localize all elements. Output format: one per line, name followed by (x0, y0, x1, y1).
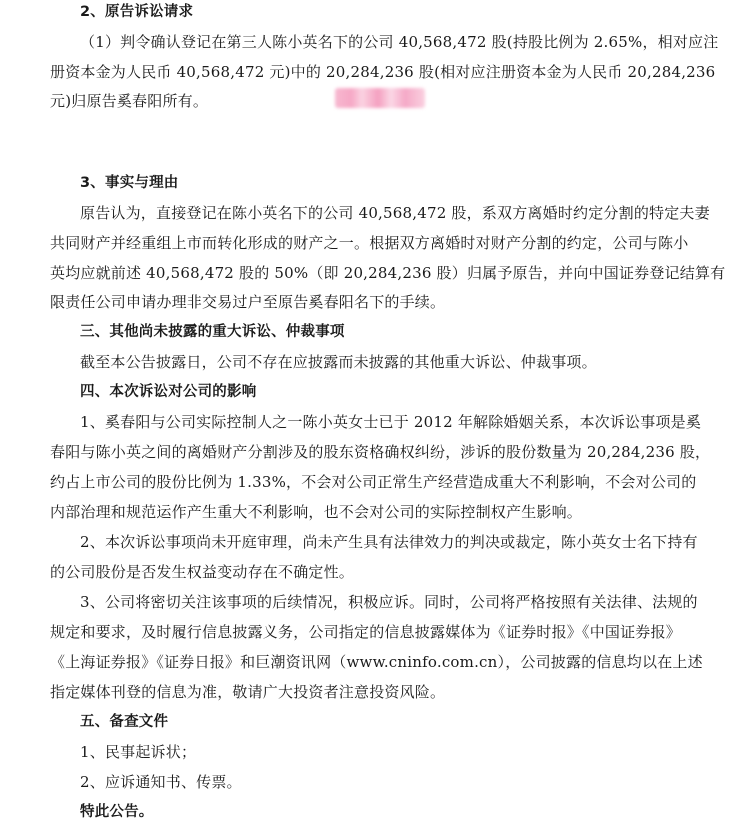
paragraph-line: 内部治理和规范运作产生重大不利影响，也不会对公司的实际控制权产生影响。 (50, 503, 583, 521)
paragraph-line: 1、奚春阳与公司实际控制人之一陈小英女士已于 2012 年解除婚姻关系，本次诉讼事项是奚 (80, 413, 702, 431)
heading-reference-documents: 五、备查文件 (80, 714, 169, 730)
closing-statement: 特此公告。 (80, 804, 154, 820)
paragraph-line: 元)归原告奚春阳所有。 (50, 92, 209, 110)
heading-impact-on-company: 四、本次诉讼对公司的影响 (80, 384, 257, 400)
paragraph-line: 约占上市公司的股份比例为 1.33%，不会对公司正常生产经营造成重大不利影响，不会对公司的 (50, 473, 697, 491)
paragraph-line: 截至本公告披露日，公司不存在应披露而未披露的其他重大诉讼、仲裁事项。 (80, 353, 597, 371)
paragraph-line: 2、本次诉讼事项尚未开庭审理，尚未产生具有法律效力的判决或裁定，陈小英女士名下持有 (80, 533, 698, 551)
heading-facts-and-reasons: 3、事实与理由 (80, 175, 179, 191)
paragraph-line: 共同财产并经重组上市而转化形成的财产之一。根据双方离婚时对财产分割的约定，公司与陈小 (50, 234, 689, 252)
paragraph-line: （1）判令确认登记在第三人陈小英名下的公司 40,568,472 股(持股比例为 2.65%，相对应注 (80, 33, 719, 51)
redacted-mark (335, 88, 425, 108)
list-item: 1、民事起诉状； (80, 743, 197, 761)
paragraph-line: 册资本金为人民币 40,568,472 元)中的 20,284,236 股(相对应注册资本金为人民币 20,284,236 (50, 63, 716, 81)
paragraph-line: 的公司股份是否发生权益变动存在不确定性。 (50, 563, 355, 581)
paragraph-line: 限责任公司申请办理非交易过户至原告奚春阳名下的手续。 (50, 293, 446, 311)
paragraph-line: 《上海证券报》《证券日报》和巨潮资讯网（www.cninfo.com.cn），公司披露的信息均以在上述 (50, 653, 703, 671)
paragraph-line: 规定和要求，及时履行信息披露义务，公司指定的信息披露媒体为《证券时报》《中国证券报》 (50, 623, 681, 641)
paragraph-line: 原告认为，直接登记在陈小英名下的公司 40,568,472 股，系双方离婚时约定分割的特定夫妻 (80, 204, 710, 222)
paragraph-line: 春阳与陈小英之间的离婚财产分割涉及的股东资格确权纠纷，涉诉的股份数量为 20,284,236 股， (50, 443, 711, 461)
paragraph-line: 英均应就前述 40,568,472 股的 50%（即 20,284,236 股）归属予原告，并向中国证券登记结算有 (50, 264, 726, 282)
heading-litigation-claims: 2、原告诉讼请求 (80, 4, 194, 20)
paragraph-line: 指定媒体刊登的信息为准，敬请广大投资者注意投资风险。 (50, 683, 446, 701)
paragraph-line: 3、公司将密切关注该事项的后续情况，积极应诉。同时，公司将严格按照有关法律、法规的 (80, 593, 698, 611)
list-item: 2、应诉通知书、传票。 (80, 773, 242, 791)
heading-other-litigation: 三、其他尚未披露的重大诉讼、仲裁事项 (80, 324, 345, 340)
